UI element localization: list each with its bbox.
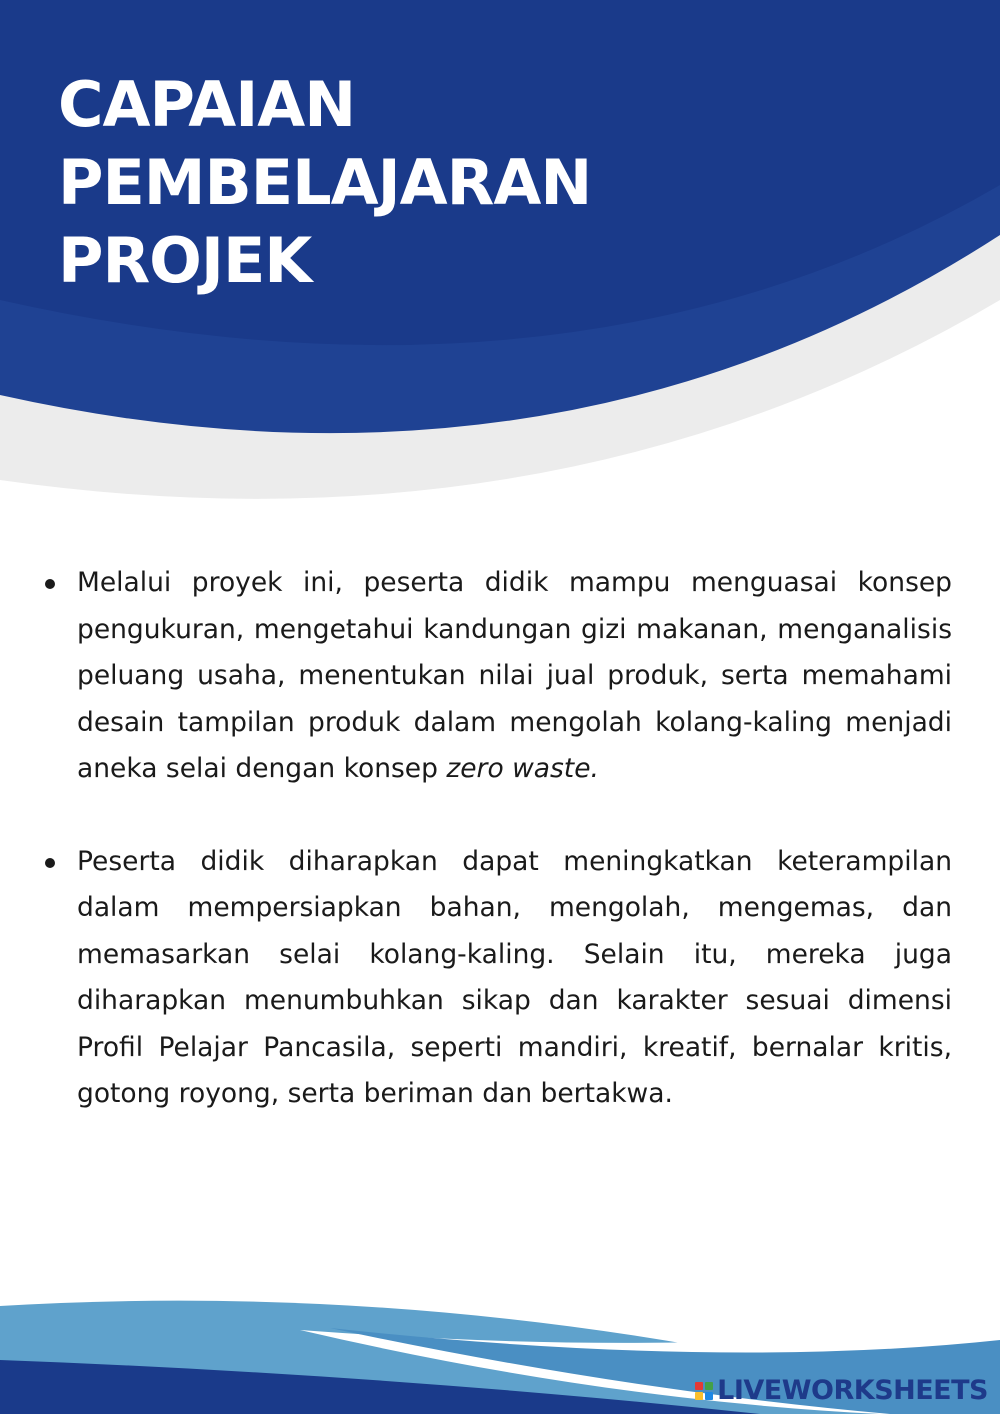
title-line-2: PEMBELAJARAN	[58, 146, 592, 219]
page-title	[58, 66, 591, 300]
bullet-item-1	[40, 560, 952, 793]
content-list	[40, 560, 952, 1164]
title-line-3: PROJEK	[58, 224, 312, 297]
bullet-dot-icon	[45, 579, 55, 589]
bullet-1-text: Melalui proyek ini, peserta didik mampu menguasai konsep pengukuran, mengetahui kandungan gizi makanan, menganalisis peluang usaha, menentukan nilai jual produk, serta memahami desain tampilan produk dalam mengolah kolang-kaling menjadi aneka selai dengan konsep	[77, 567, 952, 784]
liveworksheets-text: LIVEWORKSHEETS	[717, 1375, 988, 1406]
title-line-1: CAPAIAN	[58, 68, 356, 141]
liveworksheets-watermark	[695, 1375, 988, 1406]
bullet-dot-icon	[45, 858, 55, 868]
bullet-1-emphasis: zero waste.	[446, 753, 599, 784]
liveworksheets-logo-icon	[695, 1382, 713, 1400]
bullet-item-2	[40, 839, 952, 1118]
bullet-2-text: Peserta didik diharapkan dapat meningkatkan keterampilan dalam mempersiapkan bahan, mengolah, mengemas, dan memasarkan selai kolang-kaling. Selain itu, mereka juga diharapkan menumbuhkan sikap dan karakter sesuai dimensi Profil Pelajar Pancasila, seperti mandiri, kreatif, bernalar kritis, gotong royong, serta beriman dan bertakwa.	[77, 845, 952, 1109]
